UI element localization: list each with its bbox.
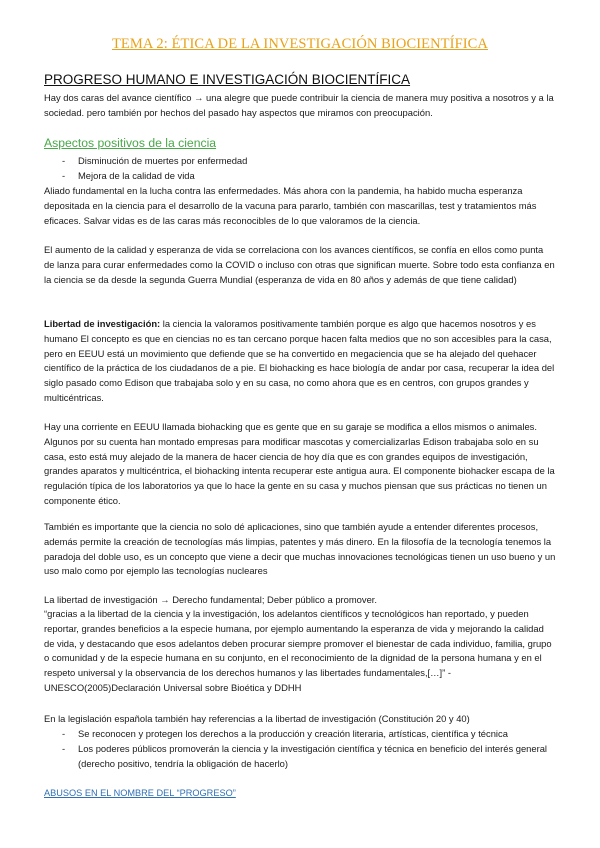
dual-use-paragraph: También es importante que la ciencia no solo dé aplicaciones, sino que también ayude a entender diferentes procesos, además permite la creación de tecnologías más limpias, patentes y más dinero. En la filosofía de la tecnología tenemos la paradoja del doble uso, es un concepto que viene a decir que muchas innovaciones tecnológicas tienen un uso bueno y un uso malo como por ejemplo las tecnologías nucleares [44,521,556,577]
list-item [62,727,552,742]
list-dash: - [62,169,66,181]
list-dash: - [62,728,66,739]
list-item [62,742,552,772]
list-item [62,154,552,169]
freedom-right-line: La libertad de investigación → Derecho fundamental; Deber público a promover. [44,594,378,605]
list-dash: - [62,742,66,754]
list-item-text: Los poderes públicos promoverán la ciencia y la investigación científica y técnica en beneficio del interés general (derecho positivo, tendría la obligación de hacerlo) [78,742,548,769]
quality-paragraph: El aumento de la calidad y esperanza de vida se correlaciona con los avances científicos, se confía en ellos como punta de lanza para curar enfermedades como la COVID o incluso con otras que significan muerte. Sobre todo esta confianza en la ciencia se da desde la segunda Guerra Mundial (esperanza de vida en 80 años y además de que tiene calidad) [44,244,555,285]
legislation-list [62,727,552,771]
positive-aspects-list [62,154,552,184]
freedom-text: la ciencia la valoramos positivamente también porque es algo que hacemos nosotros y es humano El concepto es que en ciencias no es tan cercano porque hacen falta medios que no son accesibles para la casa, pero en EEUU está un movimiento que defiende que se ha convertido en megaciencia que se ha alejado del quehacer científico de la práctica de los ciudadanos de a pie. El biohacking es hace biología de andar por casa, recuperar la idea del siglo pasado como Edison que trabajaba solo y en su casa, no como ahora que es en centros, con grupos grandes y multicéntricas. [44,318,555,403]
list-item-text: Mejora de la calidad de vida [78,169,195,181]
list-item-text: Se reconocen y protegen los derechos a la producción y creación literaria, artísticas, científica y técnica [78,728,508,739]
abuses-link[interactable]: ABUSOS EN EL NOMBRE DEL “PROGRESO” [44,788,236,798]
intro-paragraph: Hay dos caras del avance científico → una alegre que puede contribuir la ciencia de manera muy positiva a nosotros y a la sociedad. pero también por hechos del pasado hay aspectos que miramos con preocupación. [44,92,554,118]
list-dash: - [62,155,66,166]
ally-paragraph: Aliado fundamental en la lucha contra las enfermedades. Más ahora con la pandemia, ha habido mucha esperanza depositada en la ciencia para el desarrollo de la vacuna para pararlo, también con mascarillas, test y tratamientos más eficaces. Salvar vidas es de las caras más reconocibles de lo que valoramos de la ciencia. [44,185,537,226]
freedom-label: Libertad de investigación: [44,318,161,329]
document-title: TEMA 2: ÉTICA DE LA INVESTIGACIÓN BIOCIENTÍFICA [111,36,489,52]
subheading-positive-aspects: Aspectos positivos de la ciencia [44,136,217,150]
section-heading: PROGRESO HUMANO E INVESTIGACIÓN BIOCIENTÍFICA [44,72,411,87]
list-item-text: Disminución de muertes por enfermedad [78,155,248,166]
legislation-paragraph: En la legislación española también hay referencias a la libertad de investigación (Constitución 20 y 40) [44,713,470,724]
unesco-quote: “gracias a la libertad de la ciencia y la investigación, los adelantos científicos y tecnológicos han reportado, y pueden reportar, grandes beneficios a la especie humana, por ejemplo aumentando la esperanza de vida y mejorando la calidad de vida, y destacando que esos adelantos deben procurar siempre promover el bienestar de cada individuo, familia, grupo o comunidad y de la especie humana en su conjunto, en el reconocimiento de la dignidad de la persona humana y en el respeto universal y la observancia de los derechos humanos y las libertades fundamentales,[…]” - UNESCO(2005)Declaración Universal sobre Bioética y DDHH [44,608,552,693]
list-item [62,169,552,184]
freedom-paragraph [44,317,556,406]
biohacking-paragraph: Hay una corriente en EEUU llamada biohacking que es gente que en su garaje se modifica a ellos mismos o animales. Algunos por su cuenta han montado empresas para modificar mascotas y comercializarlas Edison trabajaba solo en su casa, esto está muy alejado de la manera de hacer ciencia de hoy día que es con grandes equipos de investigación, grandes aparatos y multicéntrica, el biohacking intenta recuperar este antigua aura. El componente biohacker escapa de la regulación típica de los laboratorios ya que lo hace la gente en su casa y muchos piensan que sus prácticas no tienen un componente ético. [44,421,555,506]
